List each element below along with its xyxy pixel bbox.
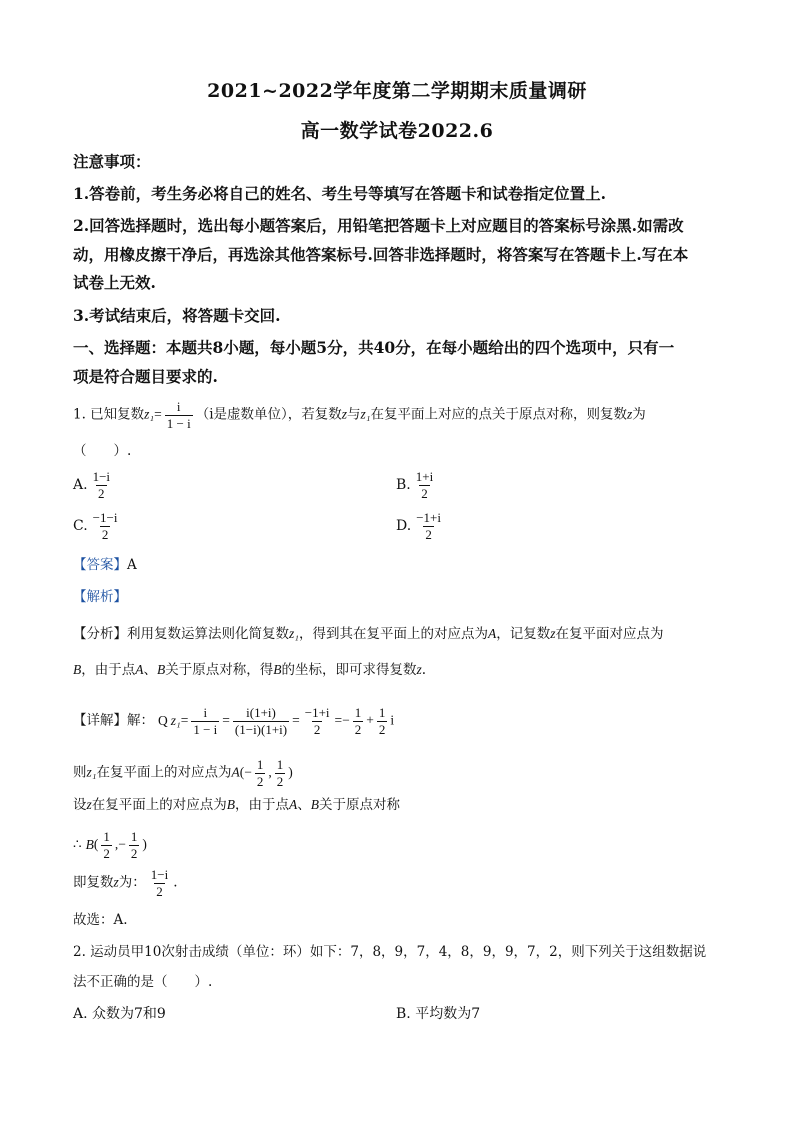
question-1-stem: 1. 已知复数z₁= $\frac{i}{1 - i}$ （i是虚数单位），若复数z与z₁在复平面上对应的点关于原点对称，则复数z为 (73, 399, 646, 431)
analysis-tag: 【解析】 (73, 589, 127, 605)
section-1-heading-line-1: 一、选择题：本题共8小题，每小题5分，共40分，在每小题给出的四个选项中，只有一 (73, 338, 675, 357)
question-1-option-c: C. $\frac{-1-i}{2}$ (73, 510, 118, 542)
notice-item-2-line-2: 动，用橡皮擦干净后，再选涂其他答案标号.回答非选择题时，将答案写在答题卡上.写在本 (73, 245, 689, 264)
question-1-option-b: B. $\frac{1+i}{2}$ (396, 469, 434, 501)
notice-item-2-line-1: 2.回答选择题时，选出每小题答案后，用铅笔把答题卡上对应题目的答案标号涂黑.如需改 (73, 216, 684, 235)
question-1-result-line: 即复数z为： $\frac{1-i}{2}$ . (73, 867, 178, 899)
notice-heading: 注意事项： (73, 152, 151, 171)
question-1-answer: 【答案】A (73, 557, 137, 573)
question-1-detail-line: 【详解】解： Q z₁= $\frac{i}{1 - i}$ = $\frac{i(1+i)}{(1-i)(1+i)}$ = $\frac{-1+i}{2}$ =− $\frac{1}{2}$ + $\frac{1}{2}$ i (73, 705, 395, 737)
exam-subtitle: 高一数学试卷2022.6 (300, 120, 494, 142)
question-1-symmetry-line: 设z在复平面上的对应点为B，由于点A、B关于原点对称 (73, 797, 401, 813)
question-1-paren: （ ）. (73, 443, 132, 459)
question-1-option-d: D. $\frac{-1+i}{2}$ (396, 510, 441, 542)
exam-title: 2021~2022学年度第二学期期末质量调研 (207, 80, 587, 102)
question-2-stem-line-1: 2. 运动员甲10次射击成绩（单位：环）如下：7，8，9，7，4，8，9，9，7，2，则下列关于这组数据说 (73, 944, 707, 960)
question-1-point-b-line: ∴ B( $\frac{1}{2}$ ,− $\frac{1}{2}$ ) (73, 829, 147, 861)
question-1-fenxi-line-2: B，由于点A、B关于原点对称，得B的坐标，即可求得复数z. (73, 662, 427, 678)
question-2-stem-line-2: 法不正确的是（ ）. (73, 974, 213, 990)
question-1-analysis-heading (73, 587, 127, 607)
question-1-fenxi-line-1: 【分析】利用复数运算法则化简复数z₁，得到其在复平面上的对应点为A，记复数z在复平面对应点为 (73, 626, 664, 642)
notice-item-1: 1.答卷前，考生务必将自己的姓名、考生号等填写在答题卡和试卷指定位置上. (73, 184, 607, 203)
answer-tag: 【答案】 (73, 557, 127, 573)
question-1-point-a-line: 则z₁在复平面上的对应点为A(− $\frac{1}{2}$ , $\frac{1}{2}$ ) (73, 757, 293, 789)
question-1-option-a: A. $\frac{1-i}{2}$ (73, 469, 111, 501)
fraction: $\frac{i}{1 - i}$ (166, 399, 191, 431)
question-1-choose: 故选：A. (73, 912, 128, 928)
section-1-heading-line-2: 项是符合题目要求的. (73, 367, 218, 386)
question-2-option-a: A. 众数为7和9 (73, 1006, 166, 1022)
notice-item-3: 3.考试结束后，将答题卡交回. (73, 306, 281, 325)
question-2-option-b: B. 平均数为7 (396, 1006, 481, 1022)
notice-item-2-line-3: 试卷上无效. (73, 273, 156, 292)
